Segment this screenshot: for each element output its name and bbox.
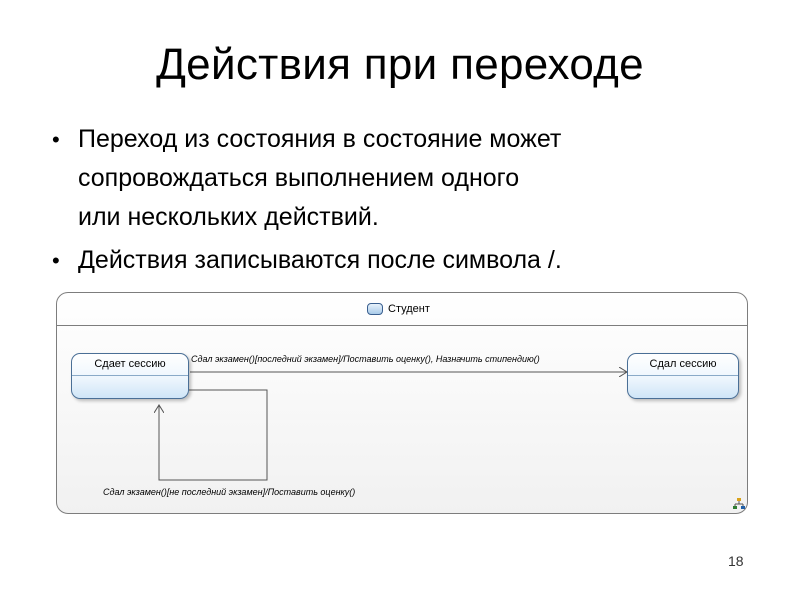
state-target[interactable] [627, 353, 739, 399]
state-source[interactable] [71, 353, 189, 399]
self-loop-line [159, 390, 267, 480]
frame-name: Студент [388, 303, 430, 315]
bullet-list [52, 120, 752, 284]
bullet-line: Переход из состояния в состояние может [78, 125, 562, 153]
bullet-line: сопровождаться выполнением одного [78, 164, 520, 192]
state-divider [628, 375, 738, 376]
state-machine-frame [56, 292, 748, 514]
bullet-line: Действия записываются после символа /. [78, 246, 562, 274]
slide-title: Действия при переходе [156, 40, 644, 89]
page-number: 18 [728, 553, 744, 569]
state-source-label: Сдает сессию [94, 358, 166, 370]
bullet-item [52, 120, 752, 237]
bullet-item [52, 241, 752, 280]
self-loop-label: Сдал экзамен()[не последний экзамен]/Поставить оценку() [103, 487, 356, 497]
transition-wires [57, 293, 747, 513]
layout-tree-icon[interactable] [733, 498, 745, 510]
state-target-label: Сдал сессию [649, 358, 717, 370]
main-transition-label: Сдал экзамен()[последний экзамен]/Поставить оценку(), Назначить стипендию() [191, 354, 540, 364]
state-divider [72, 375, 188, 376]
bullet-dot-icon: • [52, 127, 60, 152]
bullet-dot-icon: • [52, 248, 60, 273]
bullet-line: или нескольких действий. [78, 203, 379, 231]
